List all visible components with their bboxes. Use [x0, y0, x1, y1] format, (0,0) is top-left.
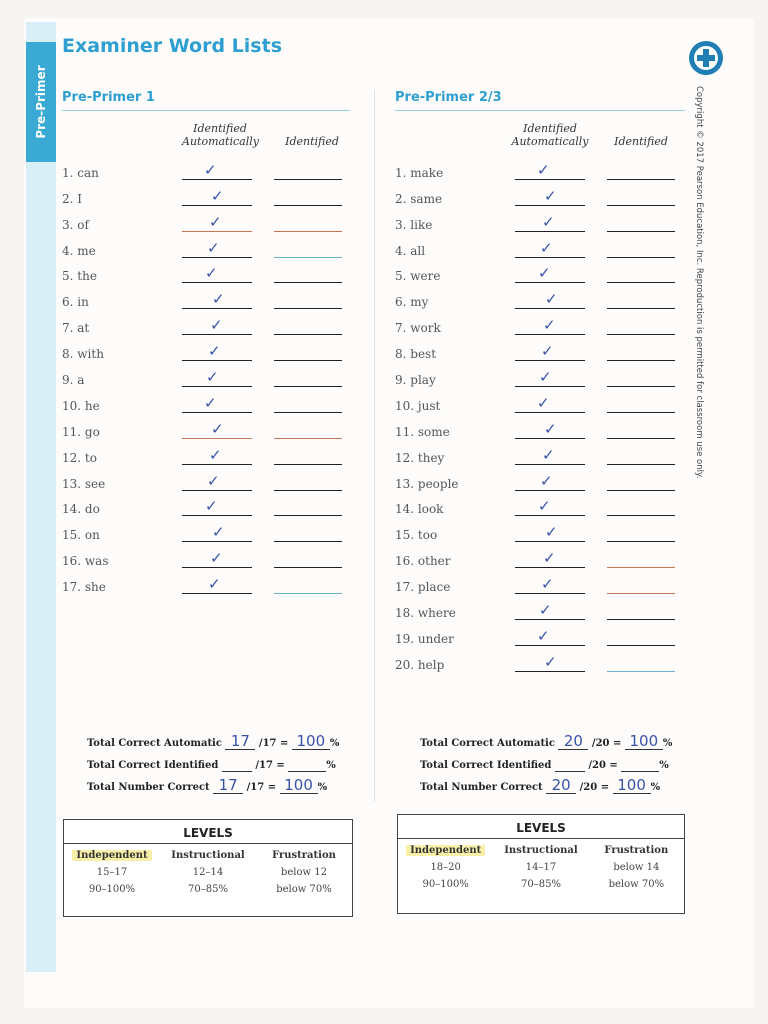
word-label: 6. in — [62, 295, 89, 310]
level-cell: 90–100% — [88, 884, 136, 895]
total-auto-percent[interactable]: 100 — [625, 733, 663, 750]
checkmark-icon: ✓ — [212, 290, 225, 309]
identified-answer-line[interactable] — [607, 231, 675, 232]
automatic-answer-line[interactable] — [515, 231, 585, 232]
word-label: 1. can — [62, 165, 99, 180]
checkmark-icon: ✓ — [211, 419, 224, 438]
word-label: 2. same — [395, 191, 443, 206]
column-title: Pre-Primer 2/3 — [395, 90, 685, 111]
word-label: 15. on — [62, 528, 100, 543]
automatic-answer-line[interactable] — [515, 515, 585, 516]
identified-answer-line[interactable] — [607, 386, 675, 387]
identified-answer-line[interactable] — [274, 386, 342, 387]
total-correct-identified: Total Correct Identified /17 = % — [87, 755, 339, 777]
checkmark-icon: ✓ — [537, 160, 550, 179]
identified-answer-line[interactable] — [274, 334, 342, 335]
total-identified-value[interactable] — [222, 755, 252, 772]
word-label: 5. the — [62, 269, 97, 284]
side-tab-label-box — [26, 42, 56, 162]
level-header-instructional: Instructional — [504, 845, 578, 856]
word-label: 9. a — [62, 373, 85, 388]
identified-answer-line[interactable] — [607, 464, 675, 465]
automatic-answer-line[interactable] — [515, 257, 585, 258]
word-label: 13. people — [395, 476, 459, 491]
identified-answer-line[interactable] — [607, 438, 675, 439]
automatic-answer-line[interactable] — [515, 438, 585, 439]
word-list-pre-primer-2-3 — [395, 90, 685, 672]
checkmark-icon: ✓ — [208, 575, 221, 594]
copyright-notice — [694, 86, 711, 479]
word-label: 3. of — [62, 217, 89, 232]
level-header-independent: Independent — [406, 845, 485, 856]
total-identified-percent[interactable] — [621, 755, 659, 772]
checkmark-icon: ✓ — [542, 212, 555, 231]
level-cell: 18–20 — [430, 862, 461, 873]
total-number-value[interactable]: 17 — [213, 777, 243, 794]
checkmark-icon: ✓ — [541, 342, 554, 361]
level-cell: 14–17 — [525, 862, 557, 873]
automatic-answer-line[interactable] — [515, 567, 585, 568]
checkmark-icon: ✓ — [209, 212, 222, 231]
automatic-answer-line[interactable] — [182, 179, 252, 180]
automatic-answer-line[interactable] — [182, 541, 252, 542]
level-header-independent: Independent — [72, 850, 151, 861]
identified-answer-line[interactable] — [607, 257, 675, 258]
word-label: 15. too — [395, 528, 438, 543]
checkmark-icon: ✓ — [540, 238, 553, 257]
word-label: 3. like — [395, 217, 433, 232]
checkmark-icon: ✓ — [544, 419, 557, 438]
checkmark-icon: ✓ — [210, 316, 223, 335]
checkmark-icon: ✓ — [539, 368, 552, 387]
identified-answer-line[interactable] — [607, 567, 675, 568]
header-identified-automatically: Identified Automatically — [511, 122, 589, 148]
identified-answer-line[interactable] — [274, 179, 342, 180]
checkmark-icon: ✓ — [537, 393, 550, 412]
identified-answer-line[interactable] — [274, 231, 342, 232]
identified-answer-line[interactable] — [607, 645, 675, 646]
checkmark-icon: ✓ — [541, 575, 554, 594]
identified-answer-line[interactable] — [274, 205, 342, 206]
automatic-answer-line[interactable] — [182, 490, 252, 491]
identified-answer-line[interactable] — [607, 179, 675, 180]
levels-title: LEVELS — [398, 815, 684, 839]
identified-answer-line[interactable] — [274, 593, 342, 594]
checkmark-icon: ✓ — [543, 549, 556, 568]
level-cell: 15–17 — [96, 867, 128, 878]
word-label: 7. work — [395, 321, 441, 336]
total-number-correct: Total Number Correct 17 /17 = 100 % — [87, 776, 328, 794]
automatic-answer-line[interactable] — [515, 412, 585, 413]
pearson-logo-icon — [688, 40, 724, 76]
checkmark-icon: ✓ — [545, 523, 558, 542]
automatic-answer-line[interactable] — [515, 541, 585, 542]
automatic-answer-line[interactable] — [515, 282, 585, 283]
automatic-answer-line[interactable] — [182, 282, 252, 283]
checkmark-icon: ✓ — [208, 342, 221, 361]
side-tab-label: Pre-Primer — [34, 65, 48, 139]
total-auto-value[interactable]: 17 — [225, 733, 255, 750]
identified-answer-line[interactable] — [607, 282, 675, 283]
column-title: Pre-Primer 1 — [62, 90, 350, 111]
word-label: 14. look — [395, 502, 444, 517]
total-auto-value[interactable]: 20 — [558, 733, 588, 750]
checkmark-icon: ✓ — [539, 601, 552, 620]
word-label: 5. were — [395, 269, 441, 284]
identified-answer-line[interactable] — [274, 490, 342, 491]
level-header-instructional: Instructional — [171, 850, 245, 861]
word-label: 16. other — [395, 554, 451, 569]
checkmark-icon: ✓ — [207, 238, 220, 257]
identified-answer-line[interactable] — [607, 360, 675, 361]
identified-answer-line[interactable] — [274, 438, 342, 439]
checkmark-icon: ✓ — [205, 497, 218, 516]
checkmark-icon: ✓ — [204, 393, 217, 412]
identified-answer-line[interactable] — [274, 541, 342, 542]
word-label: 8. best — [395, 347, 437, 362]
level-cell: below 70% — [276, 884, 332, 895]
word-label: 9. play — [395, 373, 436, 388]
word-label: 12. to — [62, 450, 97, 465]
automatic-answer-line[interactable] — [182, 257, 252, 258]
total-number-value[interactable]: 20 — [546, 777, 576, 794]
checkmark-icon: ✓ — [540, 471, 553, 490]
automatic-answer-line[interactable] — [515, 308, 585, 309]
total-correct-identified: Total Correct Identified /20 = % — [420, 755, 672, 777]
identified-answer-line[interactable] — [607, 671, 675, 672]
automatic-answer-line[interactable] — [182, 386, 252, 387]
checkmark-icon: ✓ — [210, 549, 223, 568]
checkmark-icon: ✓ — [209, 445, 222, 464]
word-label: 11. some — [395, 424, 450, 439]
header-identified: Identified — [285, 135, 339, 148]
automatic-answer-line[interactable] — [182, 360, 252, 361]
word-label: 11. go — [62, 424, 100, 439]
level-header-frustration: Frustration — [272, 850, 336, 861]
automatic-answer-line[interactable] — [182, 308, 252, 309]
totals-pre-primer-2-3 — [420, 733, 672, 799]
total-auto-percent[interactable]: 100 — [292, 733, 330, 750]
total-identified-percent[interactable] — [288, 755, 326, 772]
automatic-answer-line[interactable] — [182, 464, 252, 465]
checkmark-icon: ✓ — [206, 368, 219, 387]
identified-answer-line[interactable] — [274, 515, 342, 516]
word-label: 17. she — [62, 580, 106, 595]
checkmark-icon: ✓ — [537, 626, 550, 645]
level-cell: 90–100% — [422, 879, 469, 890]
automatic-answer-line[interactable] — [515, 179, 585, 180]
total-correct-automatic: Total Correct Automatic 20 /20 = 100 % — [420, 732, 673, 750]
identified-answer-line[interactable] — [274, 308, 342, 309]
identified-answer-line[interactable] — [607, 619, 675, 620]
level-cell: below 70% — [608, 879, 665, 890]
word-label: 17. place — [395, 580, 451, 595]
automatic-answer-line[interactable] — [515, 360, 585, 361]
levels-title: LEVELS — [64, 820, 352, 844]
word-label: 14. do — [62, 502, 100, 517]
word-label: 1. make — [395, 165, 444, 180]
identified-answer-line[interactable] — [607, 515, 675, 516]
automatic-answer-line[interactable] — [515, 334, 585, 335]
copyright-text: Copyright © 2017 Pearson Education, Inc. Reproduction is permitted for classroom use only. — [694, 86, 704, 479]
word-label: 12. they — [395, 450, 445, 465]
header-identified-automatically: Identified Automatically — [182, 122, 259, 148]
identified-answer-line[interactable] — [274, 412, 342, 413]
total-number-percent[interactable]: 100 — [613, 777, 651, 794]
total-number-percent[interactable]: 100 — [280, 777, 318, 794]
checkmark-icon: ✓ — [204, 160, 217, 179]
word-label: 10. he — [62, 398, 100, 413]
side-tab — [26, 22, 56, 972]
checkmark-icon: ✓ — [543, 316, 556, 335]
identified-answer-line[interactable] — [607, 593, 675, 594]
checkmark-icon: ✓ — [542, 445, 555, 464]
word-label: 10. just — [395, 398, 441, 413]
identified-answer-line[interactable] — [274, 567, 342, 568]
level-cell: 12–14 — [192, 867, 224, 878]
checkmark-icon: ✓ — [538, 264, 551, 283]
column-divider — [374, 90, 375, 802]
level-header-frustration: Frustration — [604, 845, 669, 856]
header-identified: Identified — [614, 135, 668, 148]
automatic-answer-line[interactable] — [182, 593, 252, 594]
checkmark-icon: ✓ — [545, 290, 558, 309]
word-label: 4. me — [62, 243, 96, 258]
word-label: 16. was — [62, 554, 109, 569]
identified-answer-line[interactable] — [274, 257, 342, 258]
automatic-answer-line[interactable] — [515, 205, 585, 206]
total-number-correct: Total Number Correct 20 /20 = 100 % — [420, 776, 661, 794]
automatic-answer-line[interactable] — [515, 593, 585, 594]
identified-answer-line[interactable] — [274, 464, 342, 465]
checkmark-icon: ✓ — [544, 652, 557, 671]
total-correct-automatic: Total Correct Automatic 17 /17 = 100 % — [87, 732, 340, 750]
word-label: 4. all — [395, 243, 426, 258]
automatic-answer-line[interactable] — [182, 438, 252, 439]
levels-table-pre-primer-1 — [63, 819, 353, 917]
checkmark-icon: ✓ — [212, 523, 225, 542]
checkmark-icon: ✓ — [538, 497, 551, 516]
word-label: 2. I — [62, 191, 83, 206]
word-label: 13. see — [62, 476, 106, 491]
identified-answer-line[interactable] — [607, 205, 675, 206]
automatic-answer-line[interactable] — [182, 412, 252, 413]
automatic-answer-line[interactable] — [182, 205, 252, 206]
word-label: 7. at — [62, 321, 90, 336]
word-label: 8. with — [62, 347, 104, 362]
automatic-answer-line[interactable] — [515, 490, 585, 491]
automatic-answer-line[interactable] — [515, 386, 585, 387]
identified-answer-line[interactable] — [607, 541, 675, 542]
checkmark-icon: ✓ — [544, 186, 557, 205]
automatic-answer-line[interactable] — [515, 619, 585, 620]
word-label: 18. where — [395, 606, 456, 621]
identified-answer-line[interactable] — [607, 334, 675, 335]
automatic-answer-line[interactable] — [515, 645, 585, 646]
total-identified-value[interactable] — [555, 755, 585, 772]
level-cell: below 14 — [613, 862, 660, 873]
checkmark-icon: ✓ — [211, 186, 224, 205]
automatic-answer-line[interactable] — [515, 671, 585, 672]
identified-answer-line[interactable] — [607, 490, 675, 491]
identified-answer-line[interactable] — [607, 412, 675, 413]
identified-answer-line[interactable] — [274, 282, 342, 283]
automatic-answer-line[interactable] — [182, 567, 252, 568]
identified-answer-line[interactable] — [607, 308, 675, 309]
level-cell: 70–85% — [521, 879, 561, 890]
identified-answer-line[interactable] — [274, 360, 342, 361]
word-label: 6. my — [395, 295, 429, 310]
checkmark-icon: ✓ — [205, 264, 218, 283]
automatic-answer-line[interactable] — [515, 464, 585, 465]
level-cell: below 12 — [280, 867, 327, 878]
automatic-answer-line[interactable] — [182, 334, 252, 335]
word-label: 19. under — [395, 631, 454, 646]
page-title: Examiner Word Lists — [62, 35, 283, 57]
levels-table-pre-primer-2-3 — [397, 814, 685, 914]
checkmark-icon: ✓ — [207, 471, 220, 490]
level-cell: 70–85% — [188, 884, 228, 895]
automatic-answer-line[interactable] — [182, 515, 252, 516]
word-list-pre-primer-1 — [62, 90, 350, 595]
word-label: 20. help — [395, 657, 445, 672]
automatic-answer-line[interactable] — [182, 231, 252, 232]
totals-pre-primer-1 — [87, 733, 339, 799]
